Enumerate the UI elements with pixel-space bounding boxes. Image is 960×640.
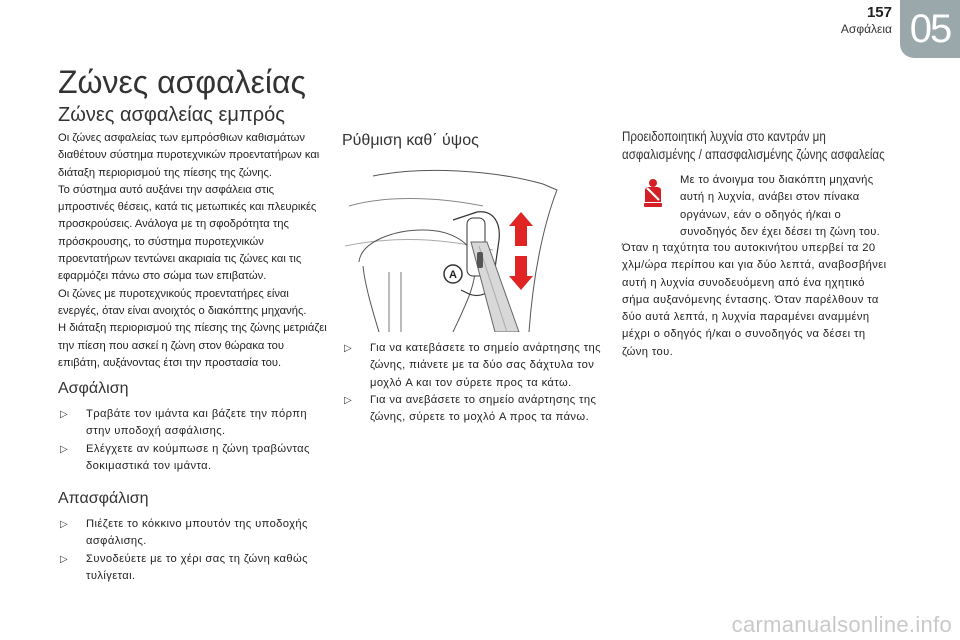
list-item: ▷ Συνοδεύετε με το χέρι σας τη ζώνη καθώς τυλίγεται. bbox=[60, 552, 308, 582]
arrow-icon: ▷ bbox=[60, 409, 69, 420]
page-number: 157 bbox=[866, 4, 892, 21]
intro-paragraph: Η διάταξη περιορισμού της πίεσης της ζώνης μετριάζει την πίεση που ασκεί η ζώνη στον θώρακα του επιβάτη, αυξάνοντας έτσι την προστασία του. bbox=[58, 322, 327, 369]
arrow-icon: ▷ bbox=[344, 343, 353, 354]
warning-lamp-paragraph: Όταν η ταχύτητα του αυτοκινήτου υπερβεί τα 20 χλμ/ώρα περίπου και για δύο λεπτά, αναβοσβήνει αυτή η λυχνία συνοδευόμενη από ένα ηχητικό σήμα αυξανόμενης έντασης. Όταν παρέλθουν τα δύο αυτά λεπτά, η λυχνία παραμένει αναμμένη μέχρι ο οδηγός ή/και ο συνοδηγός να δέσει τη ζώνη του. bbox=[622, 242, 887, 358]
locking-list bbox=[58, 406, 326, 475]
seatbelt-illustration-svg bbox=[343, 166, 605, 332]
list-item: ▷ Για να ανεβάσετε το σημείο ανάρτησης της ζώνης, σύρετε το μοχλό A προς τα πάνω. bbox=[344, 393, 597, 424]
warning-lamp-heading: Προειδοποιητική λυχνία στο καντράν μη ασφαλισμένης / απασφαλισμένης ζώνης ασφαλείας bbox=[622, 129, 885, 162]
warning-lamp-text: Με το άνοιγμα του διακόπτη μηχανής αυτή η λυχνία, ανάβει στον πίνακα οργάνων, εάν ο οδηγός ή/και ο συνοδηγός δεν έχει δέσει τη ζώνη του. bbox=[680, 174, 881, 238]
height-adjust-heading: Ρύθμιση καθ΄ ύψος bbox=[342, 132, 479, 149]
seatbelt-height-illustration bbox=[343, 166, 605, 332]
intro-paragraph: Οι ζώνες ασφαλείας των εμπρόσθιων καθισμάτων διαθέτουν σύστημα πυροτεχνικών προεντατήρων και διάταξη περιορισμού της πίεσης της ζώνης. bbox=[58, 132, 320, 179]
watermark: carmanualsonline.info bbox=[731, 612, 952, 637]
unlocking-list bbox=[58, 516, 326, 585]
intro-paragraph: Το σύστημα αυτό αυξάνει την ασφάλεια στις μπροστινές θέσεις, κατά τις μετωπικές και πλευρικές προσκρούσεις. Ανάλογα με τη σφοδρότητα της πρόσκρουσης, το σύστημα πυροτεχνικών προεντατήρων τεντώνει ακαριαία τις ζώνες και τις εφαρμόζει πάνω στο σώμα των επιβατών. bbox=[58, 183, 317, 283]
figure-label: A bbox=[449, 269, 457, 281]
section-name: Ασφάλεια bbox=[840, 22, 892, 36]
list-item: ▷ Για να κατεβάσετε το σημείο ανάρτησης της ζώνης, πιάνετε με τα δύο σας δάχτυλα τον μοχλό A και τον σύρετε προς τα κάτω. bbox=[344, 342, 601, 389]
arrow-icon: ▷ bbox=[60, 443, 69, 455]
unlocking-heading: Απασφάλιση bbox=[58, 490, 149, 507]
page-subtitle: Ζώνες ασφαλείας εμπρός bbox=[58, 104, 285, 126]
list-item: ▷ Τραβάτε τον ιμάντα και βάζετε την πόρπη στην υποδοχή ασφάλισης. bbox=[60, 408, 307, 438]
locking-heading: Ασφάλιση bbox=[58, 380, 129, 397]
arrow-icon: ▷ bbox=[344, 394, 353, 406]
list-item: ▷ Πιέζετε το κόκκινο μπουτόν της υποδοχής ασφάλισης. bbox=[60, 518, 308, 548]
arrow-icon: ▷ bbox=[60, 519, 69, 530]
arrow-icon: ▷ bbox=[60, 553, 69, 565]
seatbelt-warning-icon bbox=[640, 178, 666, 208]
page-title: Ζώνες ασφαλείας bbox=[58, 64, 306, 100]
intro-text bbox=[58, 130, 328, 372]
intro-paragraph: Οι ζώνες με πυροτεχνικούς προεντατήρες είναι ενεργές, όταν είναι ανοιχτός ο διακόπτης μηχανής. bbox=[58, 287, 307, 317]
chapter-tab: 05 bbox=[900, 0, 960, 58]
height-adjust-list bbox=[342, 340, 607, 426]
list-item: ▷ Ελέγχετε αν κούμπωσε η ζώνη τραβώντας δοκιμαστικά τον ιμάντα. bbox=[60, 442, 310, 472]
